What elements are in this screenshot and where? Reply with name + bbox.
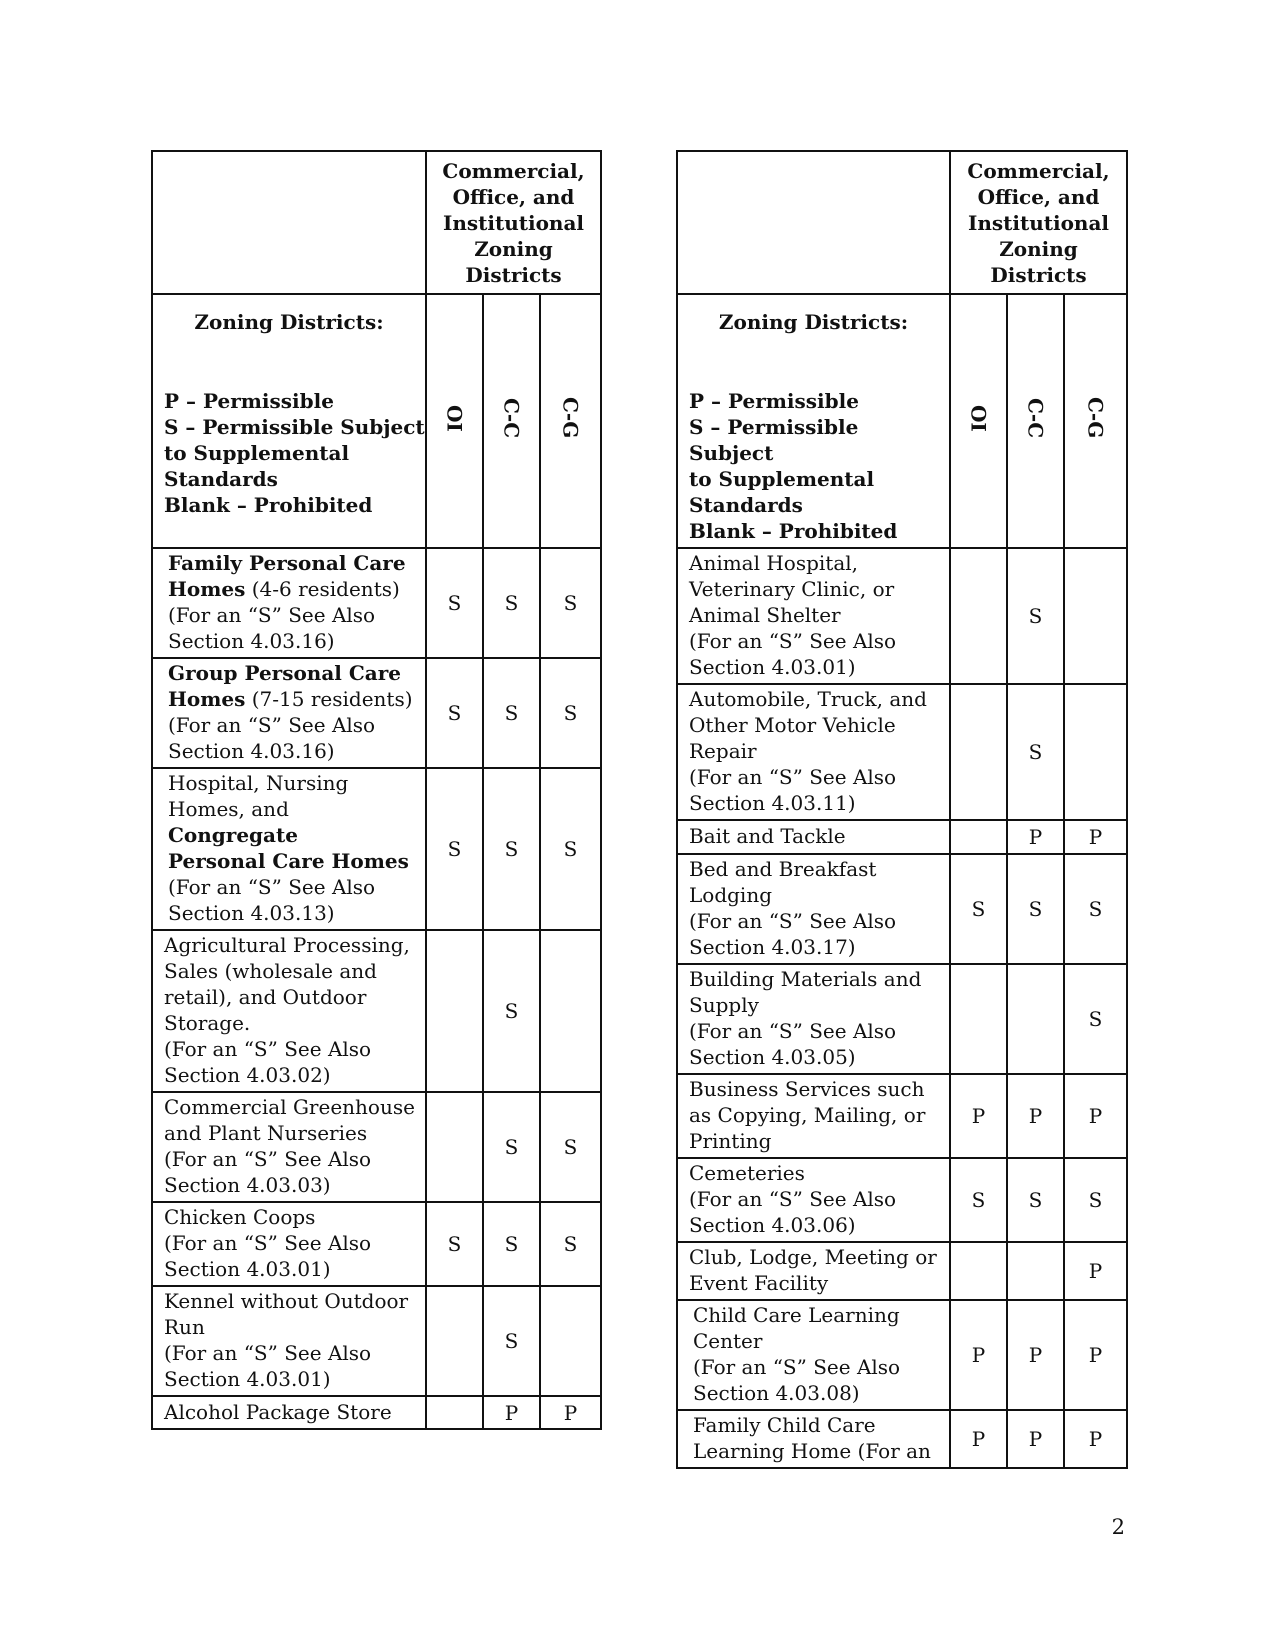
land-use-line [168, 576, 421, 602]
land-use-line [689, 966, 945, 992]
permission-cell [426, 1286, 483, 1396]
land-use-text: Section 4.03.11) [689, 791, 856, 815]
legend-cell [677, 294, 950, 548]
land-use-cell [152, 1396, 426, 1429]
land-use-text: Club, Lodge, Meeting or [689, 1245, 937, 1269]
permission-cell [540, 930, 601, 1092]
column-label: OI [966, 404, 991, 432]
land-use-line [168, 770, 421, 796]
table-row [152, 548, 601, 658]
column-label: C-G [558, 397, 583, 439]
legend-line: to Supplemental [689, 467, 875, 491]
land-use-text: Section 4.03.03) [164, 1173, 331, 1197]
land-use-line [164, 1230, 421, 1256]
land-use-line [164, 1172, 421, 1198]
legend-line: S – Permissible Subject [164, 415, 425, 439]
land-use-text: (For an “S” See Also [168, 713, 376, 737]
permission-cell [426, 1396, 483, 1429]
land-use-cell [152, 1092, 426, 1202]
land-use-text: (For an “S” See Also [693, 1355, 901, 1379]
permission-cell: S [540, 768, 601, 930]
land-use-line [164, 1120, 421, 1146]
land-use-line [693, 1328, 945, 1354]
permission-cell: S [483, 930, 540, 1092]
land-use-text: Section 4.03.01) [164, 1257, 331, 1281]
land-use-line [689, 1160, 945, 1186]
permission-cell: S [483, 1202, 540, 1286]
land-use-cell [677, 1300, 950, 1410]
permission-cell: S [426, 548, 483, 658]
land-use-text: Bait and Tackle [689, 824, 846, 848]
land-use-line [164, 958, 421, 984]
land-use-text: Group Personal Care [168, 661, 402, 685]
land-use-cell [152, 658, 426, 768]
land-use-line [168, 712, 421, 738]
land-use-text: Other Motor Vehicle [689, 713, 896, 737]
land-use-line [168, 628, 421, 654]
permission-cell: P [950, 1300, 1007, 1410]
permission-cell: P [1064, 820, 1127, 854]
column-label: C-C [1023, 397, 1048, 439]
group-title-line: Zoning [474, 236, 553, 261]
land-use-cell [677, 1242, 950, 1300]
land-use-cell [677, 964, 950, 1074]
land-use-line [164, 1288, 421, 1314]
group-title-line: Commercial, [967, 158, 1110, 183]
column-header-oi [426, 294, 483, 548]
land-use-line [164, 1399, 421, 1425]
column-header-cg [1064, 294, 1127, 548]
header-blank-cell [677, 151, 950, 294]
legend-cell [152, 294, 426, 548]
permission-cell: S [950, 1158, 1007, 1242]
table-row [677, 1158, 1127, 1242]
permission-cell: S [540, 658, 601, 768]
land-use-line [689, 686, 945, 712]
land-use-text: Section 4.03.08) [693, 1381, 860, 1405]
land-use-cell [677, 1074, 950, 1158]
land-use-text: (For an “S” See Also [689, 765, 897, 789]
land-use-line [164, 1340, 421, 1366]
table-row [152, 1202, 601, 1286]
land-use-text: Sales (wholesale and [164, 959, 377, 983]
permission-cell: P [1064, 1300, 1127, 1410]
land-use-text: Section 4.03.06) [689, 1213, 856, 1237]
land-use-line [689, 790, 945, 816]
header-row-legend [677, 294, 1127, 548]
land-use-line [689, 550, 945, 576]
permission-cell: P [1064, 1242, 1127, 1300]
permission-cell: S [483, 1286, 540, 1396]
legend-title: Zoning Districts: [718, 310, 909, 334]
column-label: OI [442, 404, 467, 432]
land-use-text: (For an “S” See Also [689, 1187, 897, 1211]
land-use-line [693, 1412, 945, 1438]
land-use-cell [152, 930, 426, 1092]
zoning-table-left [151, 150, 602, 1430]
land-use-text: Section 4.03.01) [689, 655, 856, 679]
land-use-line [164, 1094, 421, 1120]
land-use-line [689, 823, 945, 849]
land-use-line [693, 1380, 945, 1406]
permission-cell: S [426, 768, 483, 930]
permission-cell: P [1007, 1300, 1064, 1410]
land-use-text: Automobile, Truck, and [689, 687, 927, 711]
land-use-cell [677, 820, 950, 854]
land-use-text: Repair [689, 739, 757, 763]
legend-line: Blank – Prohibited [689, 519, 898, 543]
land-use-text: Center [693, 1329, 763, 1353]
land-use-cell [677, 684, 950, 820]
land-use-text: Section 4.03.17) [689, 935, 856, 959]
land-use-line [693, 1302, 945, 1328]
land-use-text: Section 4.03.16) [168, 739, 335, 763]
column-label: C-G [1083, 397, 1108, 439]
table-row [677, 964, 1127, 1074]
land-use-text: Section 4.03.13) [168, 901, 335, 925]
land-use-cell [152, 1286, 426, 1396]
legend-title: Zoning Districts: [194, 310, 384, 334]
group-title-line: Districts [990, 262, 1087, 287]
land-use-cell [677, 854, 950, 964]
land-use-line [689, 1244, 945, 1270]
table-row [152, 1092, 601, 1202]
zoning-table-right [676, 150, 1128, 1469]
land-use-text: Animal Hospital, [689, 551, 859, 575]
group-title-line: Office, and [452, 184, 575, 209]
table-row [677, 854, 1127, 964]
land-use-text: (For an “S” See Also [164, 1147, 372, 1171]
land-use-text: (For an “S” See Also [164, 1231, 372, 1255]
land-use-note: (7-15 residents) [245, 687, 413, 711]
land-use-line [689, 712, 945, 738]
group-title-line: Districts [465, 262, 562, 287]
land-use-text: Section 4.03.05) [689, 1045, 856, 1069]
column-label: C-C [499, 397, 524, 439]
permission-cell: S [1064, 1158, 1127, 1242]
table-row [677, 1410, 1127, 1468]
column-header-oi [950, 294, 1007, 548]
permission-cell: P [1007, 1074, 1064, 1158]
table-right-body [677, 151, 1127, 1468]
permission-cell [1064, 684, 1127, 820]
land-use-line [689, 992, 945, 1018]
land-use-cell [152, 1202, 426, 1286]
legend-line: to Supplemental [164, 441, 350, 465]
land-use-text: Section 4.03.01) [164, 1367, 331, 1391]
land-use-text: Personal Care Homes [168, 849, 409, 873]
district-group-title [426, 151, 601, 294]
land-use-text: Bed and Breakfast [689, 857, 877, 881]
group-title-line: Zoning [999, 236, 1078, 261]
land-use-text: Business Services such [689, 1077, 925, 1101]
permission-cell: S [426, 658, 483, 768]
land-use-cell [677, 548, 950, 684]
page-number: 2 [1111, 1515, 1125, 1539]
permission-cell: S [1064, 854, 1127, 964]
land-use-text: Hospital, Nursing [168, 771, 349, 795]
permission-cell: S [950, 854, 1007, 964]
permission-cell [950, 684, 1007, 820]
permission-cell: P [1007, 1410, 1064, 1468]
header-row-group [152, 151, 601, 294]
land-use-line [168, 848, 421, 874]
table-row [152, 768, 601, 930]
permission-cell: P [1064, 1410, 1127, 1468]
land-use-text: (For an “S” See Also [689, 629, 897, 653]
land-use-text: retail), and Outdoor [164, 985, 367, 1009]
district-group-title [950, 151, 1127, 294]
permission-cell [1007, 1242, 1064, 1300]
land-use-text: and Plant Nurseries [164, 1121, 368, 1145]
permission-cell: S [1007, 854, 1064, 964]
land-use-note: (4-6 residents) [245, 577, 400, 601]
table-row [677, 684, 1127, 820]
land-use-line [689, 934, 945, 960]
permission-cell [1007, 964, 1064, 1074]
permission-cell [426, 930, 483, 1092]
permission-cell [950, 820, 1007, 854]
permission-cell: P [1007, 820, 1064, 854]
permission-cell: S [1007, 684, 1064, 820]
permission-cell: S [426, 1202, 483, 1286]
land-use-text: Section 4.03.02) [164, 1063, 331, 1087]
land-use-text: (For an “S” See Also [689, 1019, 897, 1043]
land-use-text: Storage. [164, 1011, 251, 1035]
land-use-line [689, 1212, 945, 1238]
land-use-line [164, 1256, 421, 1282]
land-use-text: (For an “S” See Also [164, 1037, 372, 1061]
land-use-line [689, 1102, 945, 1128]
permission-cell: S [540, 548, 601, 658]
table-row [677, 548, 1127, 684]
land-use-text: Printing [689, 1129, 772, 1153]
permission-cell: S [1007, 1158, 1064, 1242]
permission-cell [950, 964, 1007, 1074]
land-use-line [689, 602, 945, 628]
legend-line: Standards [689, 493, 803, 517]
land-use-line [164, 1010, 421, 1036]
land-use-text: (For an “S” See Also [168, 603, 376, 627]
land-use-line [689, 738, 945, 764]
land-use-text: Animal Shelter [689, 603, 841, 627]
land-use-line [164, 1314, 421, 1340]
land-use-line [164, 1366, 421, 1392]
permission-cell [1064, 548, 1127, 684]
permission-cell [540, 1286, 601, 1396]
land-use-line [164, 1062, 421, 1088]
land-use-line [689, 1128, 945, 1154]
land-use-line [164, 1036, 421, 1062]
land-use-text: Agricultural Processing, [164, 933, 410, 957]
land-use-cell [677, 1158, 950, 1242]
permission-cell: P [1064, 1074, 1127, 1158]
land-use-text: Lodging [689, 883, 773, 907]
column-header-cc [1007, 294, 1064, 548]
column-header-cg [540, 294, 601, 548]
land-use-line [168, 738, 421, 764]
land-use-text: Family Child Care [693, 1413, 876, 1437]
land-use-text: Learning Home (For an [693, 1439, 931, 1463]
land-use-line [164, 1146, 421, 1172]
land-use-line [689, 764, 945, 790]
land-use-text: (For an “S” See Also [168, 875, 376, 899]
land-use-text: Event Facility [689, 1271, 829, 1295]
permission-cell: P [483, 1396, 540, 1429]
group-title-line: Office, and [977, 184, 1100, 209]
land-use-line [689, 1044, 945, 1070]
land-use-cell [152, 768, 426, 930]
table-left-body [152, 151, 601, 1429]
land-use-line [168, 796, 421, 848]
land-use-text: Commercial Greenhouse [164, 1095, 415, 1119]
land-use-text: Kennel without Outdoor [164, 1289, 409, 1313]
land-use-line [689, 576, 945, 602]
land-use-text: Family Personal Care [168, 551, 406, 575]
legend-line: S – Permissible Subject [689, 415, 859, 465]
land-use-text: Congregate [168, 823, 298, 847]
table-row [152, 930, 601, 1092]
table-row [152, 1396, 601, 1429]
header-blank-cell [152, 151, 426, 294]
permission-cell: S [1064, 964, 1127, 1074]
legend-line: Standards [164, 467, 278, 491]
land-use-line [689, 882, 945, 908]
land-use-line [689, 1186, 945, 1212]
group-title-line: Institutional [967, 210, 1110, 235]
land-use-line [168, 550, 421, 576]
land-use-text: Section 4.03.16) [168, 629, 335, 653]
land-use-cell [152, 548, 426, 658]
group-title-line: Commercial, [442, 158, 585, 183]
land-use-text: Supply [689, 993, 759, 1017]
land-use-line [689, 1076, 945, 1102]
permission-cell [950, 548, 1007, 684]
group-title-line: Institutional [442, 210, 585, 235]
land-use-line [164, 984, 421, 1010]
land-use-line [689, 1018, 945, 1044]
table-row [152, 658, 601, 768]
land-use-line [693, 1438, 945, 1464]
table-row [677, 1242, 1127, 1300]
permission-cell: S [483, 658, 540, 768]
legend-line: Blank – Prohibited [164, 493, 373, 517]
land-use-text: Homes, and [168, 797, 289, 821]
land-use-text: (For an “S” See Also [689, 909, 897, 933]
land-use-text: Run [164, 1315, 205, 1339]
permission-cell: S [540, 1092, 601, 1202]
permission-cell: P [950, 1410, 1007, 1468]
land-use-text: Chicken Coops [164, 1205, 316, 1229]
land-use-line [689, 654, 945, 680]
permission-cell: S [483, 548, 540, 658]
land-use-text: Homes [168, 687, 246, 711]
land-use-line [168, 602, 421, 628]
land-use-text: as Copying, Mailing, or [689, 1103, 926, 1127]
land-use-line [164, 1204, 421, 1230]
legend-lines [689, 388, 949, 544]
permission-cell: P [540, 1396, 601, 1429]
land-use-text: Veterinary Clinic, or [689, 577, 895, 601]
land-use-line [168, 686, 421, 712]
land-use-line [164, 932, 421, 958]
legend-line: P – Permissible [689, 389, 859, 413]
column-header-cc [483, 294, 540, 548]
land-use-line [168, 660, 421, 686]
land-use-line [689, 1270, 945, 1296]
permission-cell [950, 1242, 1007, 1300]
land-use-text: Child Care Learning [693, 1303, 900, 1327]
land-use-text: (For an “S” See Also [164, 1341, 372, 1365]
header-row-group [677, 151, 1127, 294]
table-row [152, 1286, 601, 1396]
land-use-line [689, 908, 945, 934]
land-use-line [689, 628, 945, 654]
land-use-text: Cemeteries [689, 1161, 805, 1185]
table-row [677, 1074, 1127, 1158]
land-use-line [693, 1354, 945, 1380]
land-use-line [168, 874, 421, 900]
permission-cell: S [483, 768, 540, 930]
permission-cell: S [1007, 548, 1064, 684]
header-row-legend [152, 294, 601, 548]
table-row [677, 820, 1127, 854]
land-use-text: Building Materials and [689, 967, 922, 991]
permission-cell: S [483, 1092, 540, 1202]
permission-cell: S [540, 1202, 601, 1286]
land-use-text: Alcohol Package Store [164, 1399, 392, 1424]
land-use-cell [677, 1410, 950, 1468]
permission-cell [426, 1092, 483, 1202]
land-use-text: Homes [168, 577, 246, 601]
land-use-line [689, 856, 945, 882]
legend-line: P – Permissible [164, 389, 334, 413]
table-row [677, 1300, 1127, 1410]
land-use-line [168, 900, 421, 926]
permission-cell: P [950, 1074, 1007, 1158]
legend-lines [164, 388, 425, 518]
